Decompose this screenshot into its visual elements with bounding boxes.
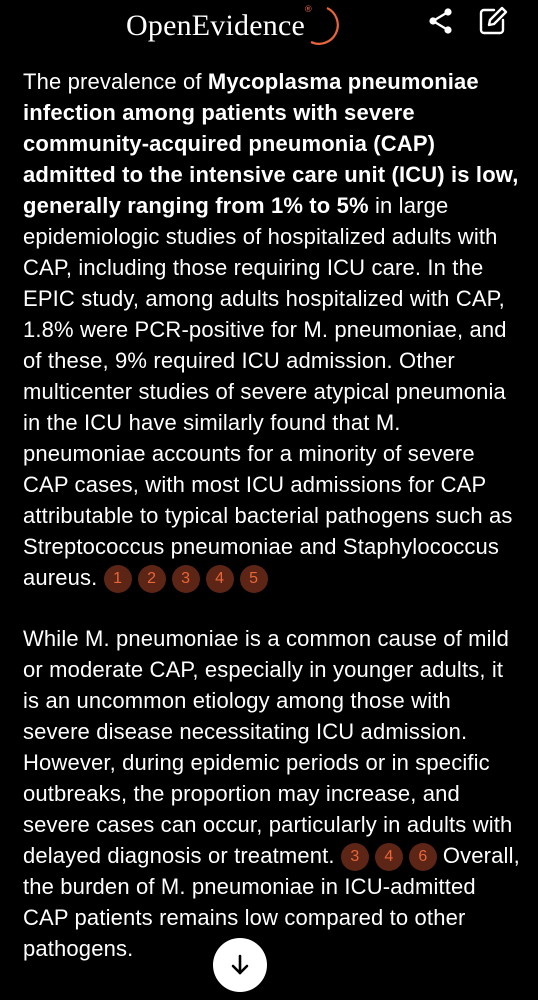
arrow-down-icon <box>228 953 252 977</box>
answer-content <box>23 66 523 964</box>
p1-bold-summary: Mycoplasma pneumoniae infection among patients with severe community-acquired pneumonia (CAP) admitted to the intensive care unit (ICU) is low, generally ranging from 1% to 5% <box>23 69 519 218</box>
logo-text: OpenEvidence <box>126 9 305 42</box>
citation-badge[interactable]: 4 <box>375 843 403 871</box>
citation-badge[interactable]: 5 <box>240 565 268 593</box>
share-icon <box>427 7 455 35</box>
citation-badge[interactable]: 3 <box>341 843 369 871</box>
citation-badge[interactable]: 1 <box>104 565 132 593</box>
citation-badge[interactable]: 4 <box>206 565 234 593</box>
scroll-to-bottom-button[interactable] <box>213 938 267 992</box>
p1-text-body: in large epidemiologic studies of hospitalized adults with CAP, including those requiring ICU care. In the EPIC study, among adults hospitalized with CAP, 1.8% were PCR-positive for M. pneumoniae, and of these, 9% required ICU admission. Other multicenter studies of severe atypical pneumonia in the ICU have similarly found that M. pneumoniae accounts for a minority of severe CAP cases, with most ICU admissions for CAP attributable to typical bacterial pathogens such as Streptococcus pneumoniae and Staphylococcus aureus. <box>23 193 513 590</box>
p2-text-start: While M. pneumoniae is a common cause of mild or moderate CAP, especially in younger adults, it is an uncommon etiology among those with severe disease necessitating ICU admission. However, during epidemic periods or in specific outbreaks, the proportion may increase, and severe cases can occur, particularly in adults with delayed diagnosis or treatment. <box>23 626 513 868</box>
citation-badge[interactable]: 2 <box>138 565 166 593</box>
answer-paragraph-1 <box>23 66 523 593</box>
answer-paragraph-2 <box>23 623 523 964</box>
registered-mark: ® <box>303 5 313 15</box>
citation-badge[interactable]: 3 <box>172 565 200 593</box>
openevidence-logo[interactable] <box>126 5 313 46</box>
app-header <box>0 0 538 56</box>
share-button[interactable] <box>426 6 456 36</box>
p1-text-start: The prevalence of <box>23 69 208 94</box>
p2-text-end: Overall, the burden of M. pneumoniae in ICU-admitted CAP patients remains low compared to other pathogens. <box>23 843 520 961</box>
new-question-button[interactable] <box>478 6 508 36</box>
edit-icon <box>478 6 508 36</box>
logo-ring-icon <box>297 6 345 46</box>
citation-badge[interactable]: 6 <box>409 843 437 871</box>
